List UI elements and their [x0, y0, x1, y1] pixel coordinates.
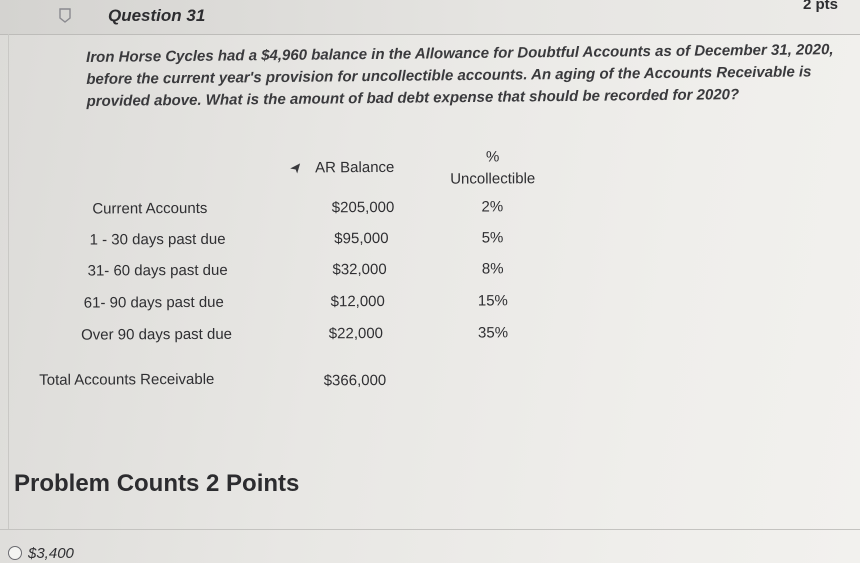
col-header-pct-label: Uncollectible [450, 170, 536, 188]
table-row-label: 61- 90 days past due [83, 293, 224, 312]
col-header-ar-balance: AR Balance [315, 158, 395, 177]
col-header-pct-uncollectible [440, 146, 545, 191]
answer-option-label: $3,400 [28, 544, 74, 562]
question-text: Iron Horse Cycles had a $4,960 balance in the Allowance for Doubtful Accounts as of December 31, 2020, before the current year's provision for uncollectible accounts. An aging of the Accounts Receivable is provided above. What is the amount of bad debt expense that should be recorded for 2020? [86, 41, 834, 110]
question-header [0, 0, 860, 35]
table-row-label: 1 - 30 days past due [89, 230, 226, 249]
problem-points-note: Problem Counts 2 Points [14, 470, 300, 497]
question-title: Question 31 [108, 6, 206, 25]
answer-option[interactable] [8, 543, 74, 563]
table-row-pct: 35% [477, 324, 509, 342]
flag-icon[interactable] [58, 8, 72, 24]
table-row-balance: $205,000 [331, 198, 395, 217]
table-row-pct: 15% [477, 292, 508, 310]
table-row-balance: $12,000 [330, 292, 385, 311]
table-row-label: Current Accounts [92, 199, 208, 218]
table-row-label: 31- 60 days past due [87, 261, 228, 280]
question-points: 2 pts [802, 0, 838, 13]
radio-icon[interactable] [8, 546, 22, 560]
table-row-pct: 8% [481, 260, 504, 278]
pointer-icon [289, 162, 301, 174]
table-row-pct: 2% [481, 198, 504, 216]
col-header-pct-symbol: % [485, 148, 500, 166]
total-balance: $366,000 [323, 371, 387, 390]
table-row-balance: $22,000 [328, 324, 384, 343]
table-row-balance: $32,000 [332, 260, 387, 279]
total-label: Total Accounts Receivable [39, 370, 215, 389]
table-row-pct: 5% [481, 229, 504, 247]
aging-table [0, 137, 601, 400]
answer-divider [0, 529, 860, 530]
table-row-balance: $95,000 [334, 229, 389, 248]
table-row-label: Over 90 days past due [81, 325, 233, 344]
